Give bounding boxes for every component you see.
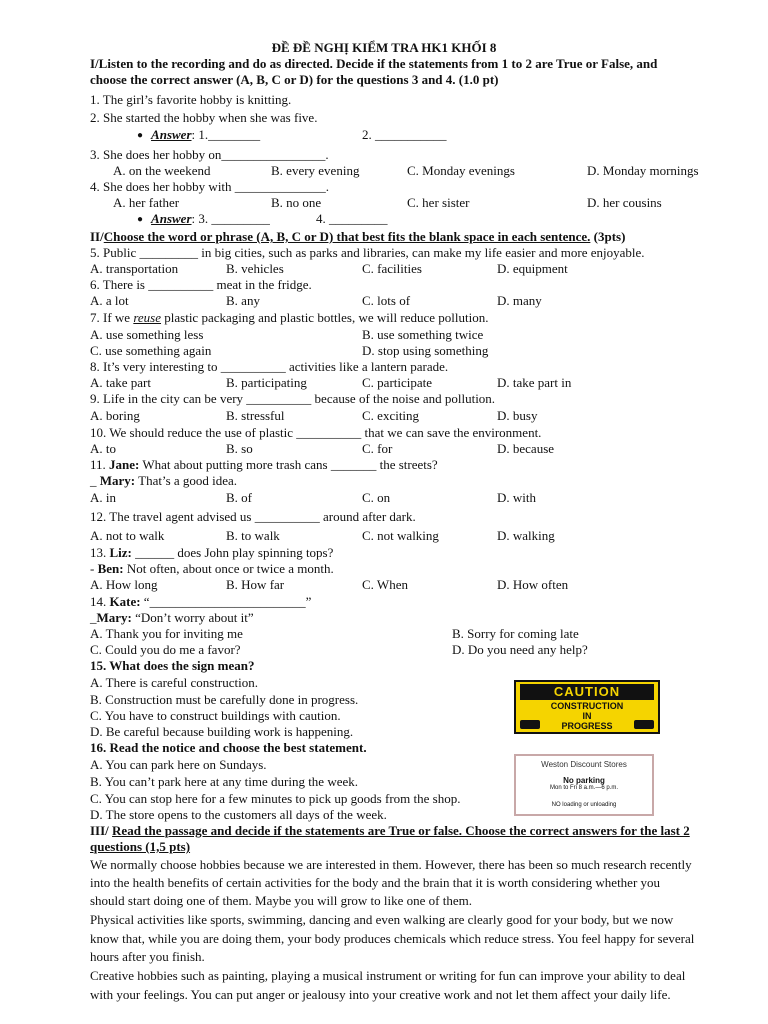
question-14 xyxy=(90,594,311,610)
q5-option-c: C. facilities xyxy=(362,261,422,276)
q6-option-c: C. lots of xyxy=(362,293,411,308)
caution-sign-line3: PROGRESS xyxy=(561,721,613,731)
q12-option-c: C. not walking xyxy=(362,528,439,543)
question-10: 10. We should reduce the use of plastic __________ that we can save the environment. xyxy=(90,425,542,440)
q4-option-b: B. no one xyxy=(271,195,322,210)
q3-option-b: B. every evening xyxy=(271,163,360,178)
question-3: 3. She does her hobby on________________. xyxy=(90,147,329,162)
q15-option-c: C. You have to construct buildings with caution. xyxy=(90,708,341,723)
q7-prefix: 7. If we xyxy=(90,310,134,325)
passage-p1-line1: We normally choose hobbies because we are interested in them. However, there has been so much research recently xyxy=(90,857,692,872)
q12-option-b: B. to walk xyxy=(226,528,280,543)
answer-blank-4: 4. _________ xyxy=(316,211,388,226)
q13-text: ______ does John play spinning tops? xyxy=(131,545,334,560)
q11-speaker-jane: Jane: xyxy=(109,457,140,472)
question-2: 2. She started the hobby when she was five. xyxy=(90,110,318,125)
weston-hours: Mon to Fri 8 a.m.—6 p.m. xyxy=(549,785,619,791)
question-8: 8. It’s very interesting to __________ activities like a lantern parade. xyxy=(90,359,449,374)
q14-option-b: B. Sorry for coming late xyxy=(452,626,579,641)
section3-heading-prefix: III/ xyxy=(90,823,113,838)
section3-heading-line2: questions (1,5 pts) xyxy=(90,839,191,854)
q14-reply xyxy=(90,610,254,626)
question-9: 9. Life in the city can be very __________ because of the noise and pollution. xyxy=(90,391,496,406)
q12-option-a: A. not to walk xyxy=(90,528,165,543)
q7-option-a: A. use something less xyxy=(90,327,204,342)
caution-sign-line1: CONSTRUCTION xyxy=(550,701,624,711)
q10-option-b: B. so xyxy=(226,441,253,456)
passage-p3-line1: Creative hobbies such as painting, playing a musical instrument or writing for fun can improve your ability to deal xyxy=(90,968,686,983)
q14-text: “________________________” xyxy=(140,594,312,609)
q9-option-b: B. stressful xyxy=(226,408,285,423)
question-12: 12. The travel agent advised us __________ around after dark. xyxy=(90,509,416,524)
q7-option-c: C. use something again xyxy=(90,343,212,358)
answer-line-1-2 xyxy=(137,127,260,145)
q13-dash: - xyxy=(90,561,98,576)
q12-option-d: D. walking xyxy=(497,528,555,543)
q7-suffix: plastic packaging and plastic bottles, we will reduce pollution. xyxy=(161,310,489,325)
answer-label-2: Answer xyxy=(151,211,192,226)
q13-reply xyxy=(90,561,334,577)
q3-option-a: A. on the weekend xyxy=(113,163,211,178)
q13-reply-text: Not often, about once or twice a month. xyxy=(123,561,334,576)
q14-speaker-mary: Mary: xyxy=(96,610,132,625)
q4-option-c: C. her sister xyxy=(407,195,470,210)
answer-blank-3: : 3. _________ xyxy=(191,211,270,226)
passage-p3-line2: with your feelings. You can put anger or jealousy into your creative work and not let them affect your daily life. xyxy=(90,987,671,1002)
question-6: 6. There is __________ meat in the fridge. xyxy=(90,277,312,292)
question-15: 15. What does the sign mean? xyxy=(90,658,255,673)
passage-p2-line3: hours after you finish. xyxy=(90,949,205,964)
q11-option-c: C. on xyxy=(362,490,391,505)
answer-blank-1: : 1.________ xyxy=(191,127,261,142)
q6-option-b: B. any xyxy=(226,293,260,308)
q7-option-d: D. stop using something xyxy=(362,343,489,358)
q11-text: What about putting more trash cans _______ the streets? xyxy=(139,457,438,472)
question-4: 4. She does her hobby with ______________. xyxy=(90,179,330,194)
q14-reply-text: “Don’t worry about it” xyxy=(131,610,254,625)
q13-speaker-ben: Ben: xyxy=(97,561,124,576)
q8-option-d: D. take part in xyxy=(497,375,572,390)
q3-option-d: D. Monday mornings xyxy=(587,163,699,178)
q4-option-a: A. her father xyxy=(113,195,180,210)
q16-option-c: C. You can stop here for a few minutes to pick up goods from the shop. xyxy=(90,791,461,806)
q7-keyword: reuse xyxy=(133,310,162,325)
section2-heading-prefix: II/ xyxy=(90,229,104,244)
q14-option-a: A. Thank you for inviting me xyxy=(90,626,243,641)
answer-blank-2: 2. ___________ xyxy=(362,127,447,142)
q10-option-a: A. to xyxy=(90,441,116,456)
truck-icon-left xyxy=(520,720,540,729)
q13-option-b: B. How far xyxy=(226,577,285,592)
passage-p1-line2: into the health benefits of certain activities for the body and the brain that it is worth considering whether you xyxy=(90,875,661,890)
q14-number: 14. xyxy=(90,594,110,609)
q6-option-a: A. a lot xyxy=(90,293,129,308)
q10-option-d: D. because xyxy=(497,441,555,456)
q8-option-b: B. participating xyxy=(226,375,307,390)
section3-heading-line1 xyxy=(90,823,690,839)
q11-option-d: D. with xyxy=(497,490,536,505)
q13-speaker-liz: Liz: xyxy=(109,545,132,560)
q3-option-c: C. Monday evenings xyxy=(407,163,515,178)
q6-option-d: D. many xyxy=(497,293,542,308)
q16-option-d: D. The store opens to the customers all days of the week. xyxy=(90,807,387,822)
q8-option-a: A. take part xyxy=(90,375,152,390)
answer-line-3-4 xyxy=(137,211,270,229)
q14-speaker-kate: Kate: xyxy=(109,594,141,609)
q11-reply xyxy=(90,473,237,489)
q13-number: 13. xyxy=(90,545,110,560)
section3-heading-text: Read the passage and decide if the statements are True or false. Choose the correct answers for the last 2 xyxy=(112,823,690,838)
question-1: 1. The girl’s favorite hobby is knitting. xyxy=(90,92,292,107)
q13-option-a: A. How long xyxy=(90,577,158,592)
q11-option-b: B. of xyxy=(226,490,252,505)
q10-option-c: C. for xyxy=(362,441,393,456)
section1-heading-line1: I/Listen to the recording and do as directed. Decide if the statements from 1 to 2 are True or False, and xyxy=(90,56,658,71)
q16-number: 16 xyxy=(90,740,103,755)
passage-p2-line1: Physical activities like sports, swimming, dancing and even walking are clearly good for your body, but we now xyxy=(90,912,674,927)
weston-notice-image xyxy=(514,754,654,816)
question-5: 5. Public _________ in big cities, such as parks and libraries, can make my life easier and more enjoyable. xyxy=(90,245,645,260)
section1-heading-line2: choose the correct answer (A, B, C or D) for the questions 3 and 4. (1.0 pt) xyxy=(90,72,499,87)
weston-no-parking: No parking xyxy=(563,776,605,785)
q5-option-b: B. vehicles xyxy=(226,261,284,276)
q13-option-d: D. How often xyxy=(497,577,569,592)
exam-title: ĐỀ ĐỀ NGHỊ KIỂM TRA HK1 KHỐI 8 xyxy=(271,40,497,55)
weston-store-name: Weston Discount Stores xyxy=(541,760,627,769)
q9-option-d: D. busy xyxy=(497,408,538,423)
q16-option-b: B. You can’t park here at any time during the week. xyxy=(90,774,358,789)
passage-p2-line2: know that, while you are doing them, your body produces chemicals which reduce stress. You feel happy for several xyxy=(90,931,695,946)
section2-heading-main: Choose the word or phrase (A, B, C or D) that best fits the blank space in each sentence. xyxy=(103,229,591,244)
question-7 xyxy=(90,310,488,326)
q16-text: . Read the notice and choose the best statement. xyxy=(103,740,367,755)
q16-option-a: A. You can park here on Sundays. xyxy=(90,757,267,772)
q15-option-d: D. Be careful because building work is happening. xyxy=(90,724,354,739)
caution-sign-title: CAUTION xyxy=(520,684,654,700)
question-16 xyxy=(90,740,367,756)
q9-option-c: C. exciting xyxy=(362,408,420,423)
q7-option-b: B. use something twice xyxy=(362,327,484,342)
section2-heading-pts: (3pts) xyxy=(590,229,626,244)
answer-label: Answer xyxy=(151,127,192,142)
q15-option-b: B. Construction must be carefully done in progress. xyxy=(90,692,359,707)
q13-option-c: C. When xyxy=(362,577,408,592)
caution-sign-line2: IN xyxy=(582,711,592,721)
q11-speaker-mary: Mary: xyxy=(99,473,136,488)
passage-p1-line3: should start doing one of them. Maybe you will grow to like one of them. xyxy=(90,893,472,908)
q11-reply-text: That’s a good idea. xyxy=(135,473,238,488)
question-11 xyxy=(90,457,438,473)
q11-number: 11. xyxy=(90,457,110,472)
q9-option-a: A. boring xyxy=(90,408,140,423)
q15-option-a: A. There is careful construction. xyxy=(90,675,258,690)
q14-option-d: D. Do you need any help? xyxy=(452,642,588,657)
truck-icon-right xyxy=(634,720,654,729)
section2-heading xyxy=(90,229,625,245)
q14-option-c: C. Could you do me a favor? xyxy=(90,642,241,657)
q8-option-c: C. participate xyxy=(362,375,433,390)
question-13 xyxy=(90,545,333,561)
q11-dash: _ xyxy=(90,473,100,488)
q5-option-a: A. transportation xyxy=(90,261,179,276)
q4-option-d: D. her cousins xyxy=(587,195,662,210)
weston-no-loading: NO loading or unloading xyxy=(551,802,617,808)
caution-sign-image xyxy=(514,680,660,734)
q11-option-a: A. in xyxy=(90,490,116,505)
q14-dash: _ xyxy=(90,610,97,625)
q5-option-d: D. equipment xyxy=(497,261,568,276)
